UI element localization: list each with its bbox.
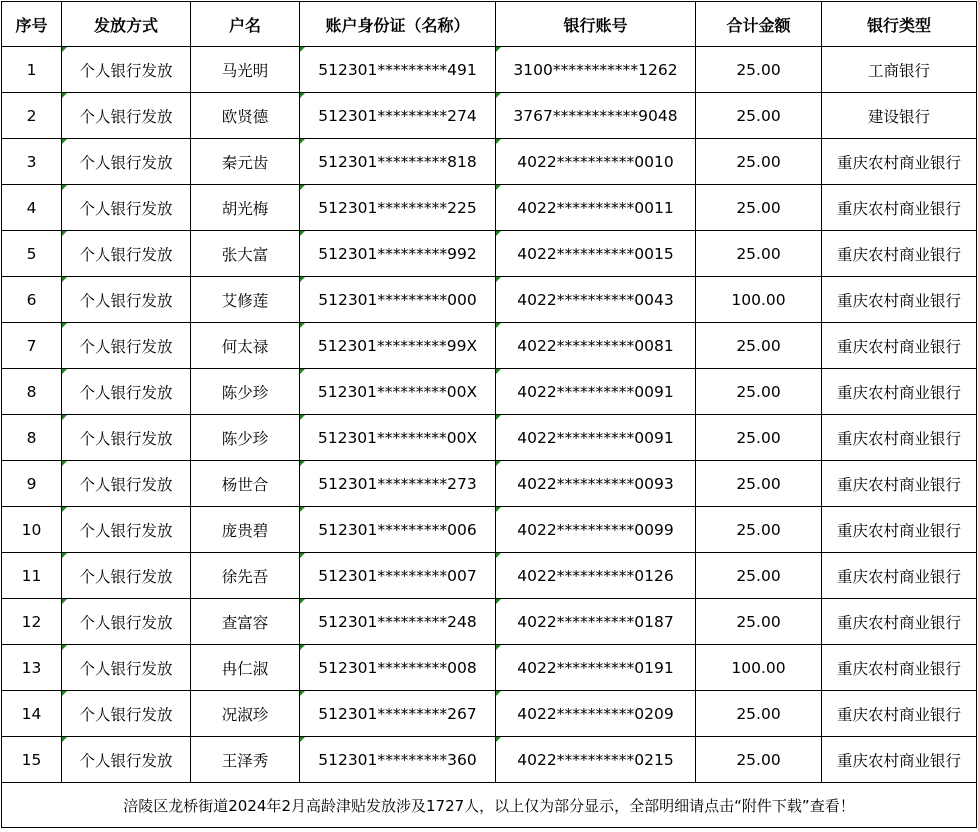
table-row xyxy=(2,553,977,599)
cell-bank-account: 4022**********0099 xyxy=(496,507,696,553)
cell-seq: 10 xyxy=(2,507,62,553)
cell-bank-type: 重庆农村商业银行 xyxy=(822,369,977,415)
cell-total-amount: 25.00 xyxy=(696,231,822,277)
cell-account-name: 冉仁淑 xyxy=(191,645,300,691)
cell-total-amount: 25.00 xyxy=(696,139,822,185)
cell-bank-account: 4022**********0015 xyxy=(496,231,696,277)
cell-bank-type: 重庆农村商业银行 xyxy=(822,599,977,645)
header-bank-type: 银行类型 xyxy=(822,2,977,47)
cell-account-name: 查富容 xyxy=(191,599,300,645)
cell-total-amount: 100.00 xyxy=(696,645,822,691)
cell-seq: 14 xyxy=(2,691,62,737)
cell-method: 个人银行发放 xyxy=(62,507,191,553)
cell-total-amount: 25.00 xyxy=(696,553,822,599)
cell-account-name: 庞贵碧 xyxy=(191,507,300,553)
cell-account-name: 秦元齿 xyxy=(191,139,300,185)
cell-bank-type: 建设银行 xyxy=(822,93,977,139)
cell-seq: 5 xyxy=(2,231,62,277)
cell-account-name: 陈少珍 xyxy=(191,369,300,415)
cell-total-amount: 100.00 xyxy=(696,277,822,323)
cell-seq: 4 xyxy=(2,185,62,231)
cell-bank-account: 4022**********0191 xyxy=(496,645,696,691)
cell-method: 个人银行发放 xyxy=(62,47,191,93)
cell-seq: 7 xyxy=(2,323,62,369)
cell-bank-account: 4022**********0093 xyxy=(496,461,696,507)
cell-account-name: 马光明 xyxy=(191,47,300,93)
cell-bank-type: 重庆农村商业银行 xyxy=(822,323,977,369)
cell-id-number: 512301*********000 xyxy=(300,277,496,323)
cell-bank-type: 重庆农村商业银行 xyxy=(822,277,977,323)
header-account-name: 户名 xyxy=(191,2,300,47)
cell-bank-account: 4022**********0081 xyxy=(496,323,696,369)
cell-method: 个人银行发放 xyxy=(62,737,191,783)
cell-seq: 6 xyxy=(2,277,62,323)
cell-id-number: 512301*********267 xyxy=(300,691,496,737)
cell-method: 个人银行发放 xyxy=(62,139,191,185)
cell-total-amount: 25.00 xyxy=(696,93,822,139)
cell-bank-account: 4022**********0091 xyxy=(496,369,696,415)
cell-bank-type: 重庆农村商业银行 xyxy=(822,185,977,231)
cell-method: 个人银行发放 xyxy=(62,231,191,277)
cell-total-amount: 25.00 xyxy=(696,737,822,783)
table-row xyxy=(2,277,977,323)
cell-seq: 15 xyxy=(2,737,62,783)
cell-seq: 11 xyxy=(2,553,62,599)
cell-method: 个人银行发放 xyxy=(62,277,191,323)
cell-bank-account: 4022**********0011 xyxy=(496,185,696,231)
cell-bank-type: 重庆农村商业银行 xyxy=(822,461,977,507)
cell-bank-type: 工商银行 xyxy=(822,47,977,93)
cell-bank-type: 重庆农村商业银行 xyxy=(822,507,977,553)
header-method: 发放方式 xyxy=(62,2,191,47)
table-row xyxy=(2,737,977,783)
cell-method: 个人银行发放 xyxy=(62,461,191,507)
cell-seq: 1 xyxy=(2,47,62,93)
cell-account-name: 陈少珍 xyxy=(191,415,300,461)
table-row xyxy=(2,93,977,139)
cell-account-name: 杨世合 xyxy=(191,461,300,507)
cell-total-amount: 25.00 xyxy=(696,323,822,369)
cell-seq: 2 xyxy=(2,93,62,139)
table-row xyxy=(2,185,977,231)
cell-seq: 13 xyxy=(2,645,62,691)
header-seq: 序号 xyxy=(2,2,62,47)
table-body xyxy=(2,47,977,783)
header-id-number: 账户身份证（名称） xyxy=(300,2,496,47)
subsidy-table xyxy=(1,1,977,828)
table-row xyxy=(2,691,977,737)
cell-bank-account: 4022**********0010 xyxy=(496,139,696,185)
cell-id-number: 512301*********006 xyxy=(300,507,496,553)
table-row xyxy=(2,323,977,369)
cell-total-amount: 25.00 xyxy=(696,185,822,231)
cell-id-number: 512301*********008 xyxy=(300,645,496,691)
cell-id-number: 512301*********00X xyxy=(300,369,496,415)
cell-bank-account: 4022**********0215 xyxy=(496,737,696,783)
cell-account-name: 况淑珍 xyxy=(191,691,300,737)
cell-id-number: 512301*********00X xyxy=(300,415,496,461)
cell-bank-type: 重庆农村商业银行 xyxy=(822,553,977,599)
cell-total-amount: 25.00 xyxy=(696,599,822,645)
cell-bank-account: 3100***********1262 xyxy=(496,47,696,93)
cell-account-name: 欧贤德 xyxy=(191,93,300,139)
cell-bank-account: 4022**********0187 xyxy=(496,599,696,645)
cell-id-number: 512301*********99X xyxy=(300,323,496,369)
cell-account-name: 徐先吾 xyxy=(191,553,300,599)
cell-total-amount: 25.00 xyxy=(696,369,822,415)
cell-bank-type: 重庆农村商业银行 xyxy=(822,645,977,691)
cell-seq: 9 xyxy=(2,461,62,507)
footer-row xyxy=(2,783,977,828)
cell-id-number: 512301*********273 xyxy=(300,461,496,507)
header-total-amount: 合计金额 xyxy=(696,2,822,47)
cell-total-amount: 25.00 xyxy=(696,47,822,93)
cell-account-name: 胡光梅 xyxy=(191,185,300,231)
header-row xyxy=(2,2,977,47)
cell-id-number: 512301*********225 xyxy=(300,185,496,231)
cell-bank-account: 4022**********0126 xyxy=(496,553,696,599)
cell-method: 个人银行发放 xyxy=(62,93,191,139)
cell-id-number: 512301*********491 xyxy=(300,47,496,93)
cell-seq: 12 xyxy=(2,599,62,645)
table-row xyxy=(2,369,977,415)
cell-id-number: 512301*********274 xyxy=(300,93,496,139)
cell-id-number: 512301*********007 xyxy=(300,553,496,599)
cell-id-number: 512301*********818 xyxy=(300,139,496,185)
cell-method: 个人银行发放 xyxy=(62,599,191,645)
cell-bank-type: 重庆农村商业银行 xyxy=(822,691,977,737)
cell-id-number: 512301*********248 xyxy=(300,599,496,645)
table-row xyxy=(2,231,977,277)
cell-method: 个人银行发放 xyxy=(62,323,191,369)
cell-bank-account: 3767***********9048 xyxy=(496,93,696,139)
cell-bank-type: 重庆农村商业银行 xyxy=(822,139,977,185)
table-row xyxy=(2,507,977,553)
cell-bank-account: 4022**********0209 xyxy=(496,691,696,737)
table-row xyxy=(2,645,977,691)
cell-method: 个人银行发放 xyxy=(62,369,191,415)
cell-seq: 8 xyxy=(2,369,62,415)
cell-bank-account: 4022**********0043 xyxy=(496,277,696,323)
cell-account-name: 张大富 xyxy=(191,231,300,277)
cell-account-name: 艾修莲 xyxy=(191,277,300,323)
table-row xyxy=(2,461,977,507)
cell-method: 个人银行发放 xyxy=(62,553,191,599)
cell-seq: 3 xyxy=(2,139,62,185)
cell-method: 个人银行发放 xyxy=(62,691,191,737)
cell-bank-type: 重庆农村商业银行 xyxy=(822,737,977,783)
cell-account-name: 何太禄 xyxy=(191,323,300,369)
cell-method: 个人银行发放 xyxy=(62,185,191,231)
cell-id-number: 512301*********992 xyxy=(300,231,496,277)
footer-note: 涪陵区龙桥街道2024年2月高龄津贴发放涉及1727人，以上仅为部分显示，全部明细请点击“附件下载”查看！ xyxy=(2,783,977,828)
header-bank-account: 银行账号 xyxy=(496,2,696,47)
cell-total-amount: 25.00 xyxy=(696,461,822,507)
cell-id-number: 512301*********360 xyxy=(300,737,496,783)
cell-total-amount: 25.00 xyxy=(696,415,822,461)
cell-bank-account: 4022**********0091 xyxy=(496,415,696,461)
cell-account-name: 王泽秀 xyxy=(191,737,300,783)
table-row xyxy=(2,415,977,461)
table-row xyxy=(2,599,977,645)
cell-total-amount: 25.00 xyxy=(696,691,822,737)
cell-total-amount: 25.00 xyxy=(696,507,822,553)
cell-method: 个人银行发放 xyxy=(62,415,191,461)
table-row xyxy=(2,47,977,93)
cell-seq: 8 xyxy=(2,415,62,461)
table-row xyxy=(2,139,977,185)
cell-method: 个人银行发放 xyxy=(62,645,191,691)
cell-bank-type: 重庆农村商业银行 xyxy=(822,231,977,277)
cell-bank-type: 重庆农村商业银行 xyxy=(822,415,977,461)
